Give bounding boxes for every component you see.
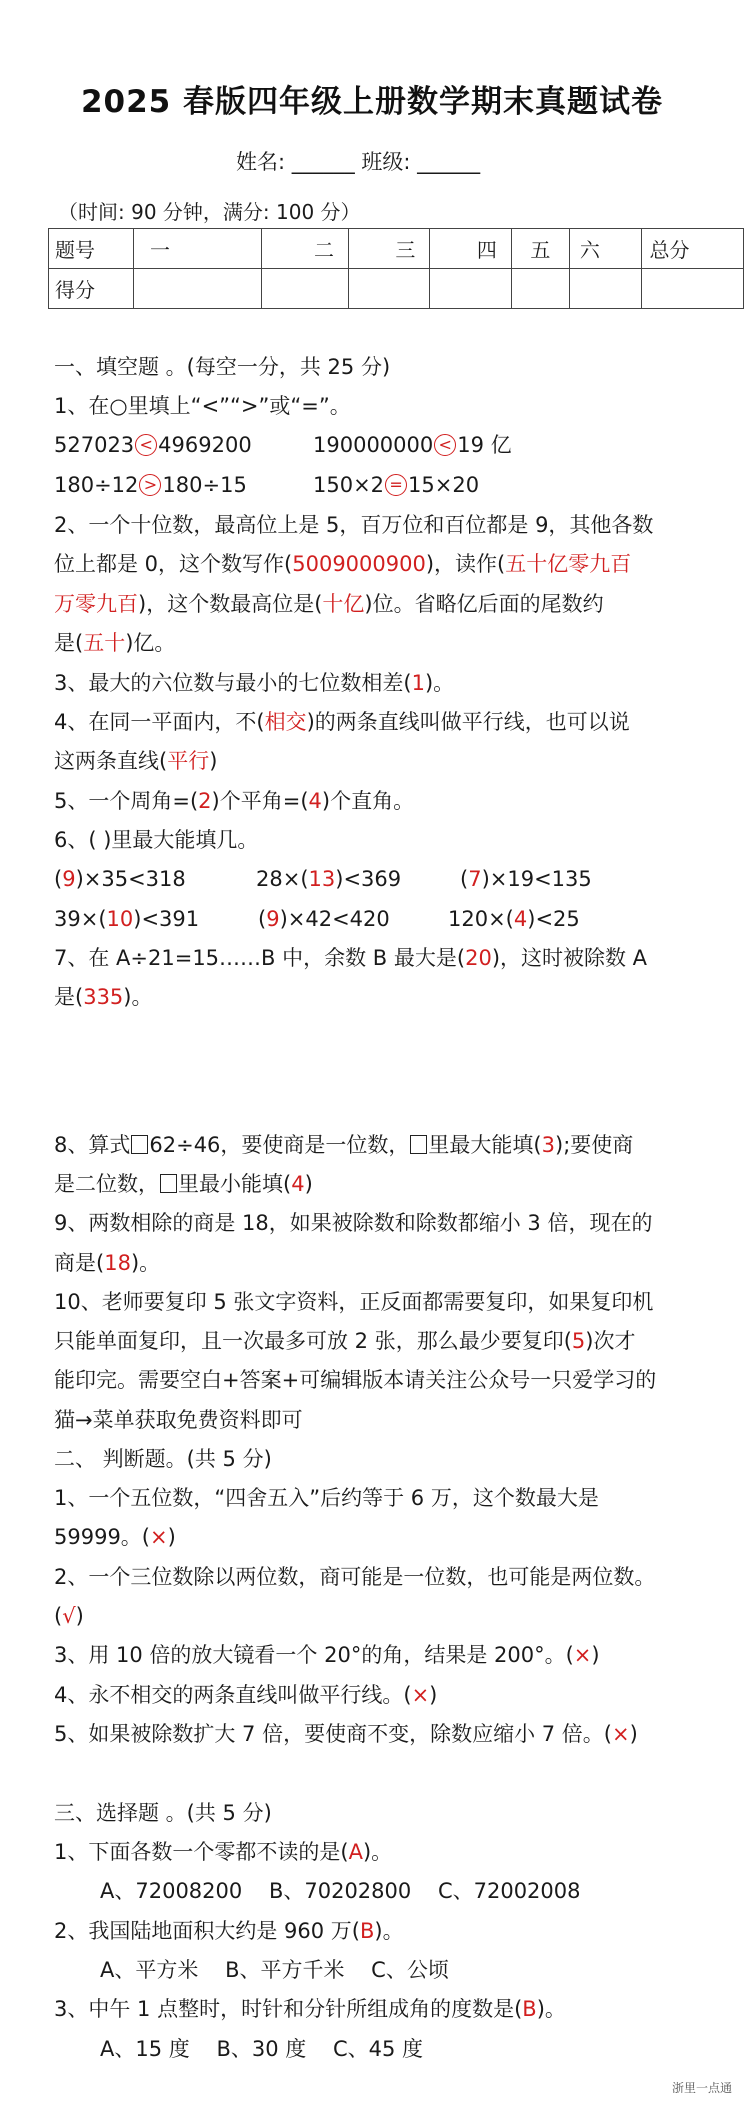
score-cell: 二	[261, 229, 348, 269]
q1-row2b	[313, 470, 479, 500]
q1d-answer: =	[385, 474, 407, 496]
q6-text: 6、( )里最大能填几。	[54, 828, 259, 852]
q4-text: )	[209, 749, 218, 773]
q1-row1	[54, 430, 252, 460]
q4-line2	[54, 746, 217, 776]
q6-item	[460, 864, 592, 894]
q8-text: 里最大能填(	[428, 1133, 542, 1157]
q2-line2	[54, 549, 631, 579]
q2-text: )位。省略亿后面的尾数约	[364, 592, 604, 616]
q3-answer: 1	[411, 671, 425, 695]
q6-text: 28×(	[256, 867, 309, 891]
s3-q1-line	[54, 1837, 392, 1867]
q8-text: );要使商	[555, 1133, 634, 1157]
score-input-cell[interactable]	[348, 269, 429, 309]
score-cell: 四	[430, 229, 511, 269]
s3-q3-options: A、15 度 B、30 度 C、45 度	[100, 2037, 424, 2061]
q6-text: )<25	[527, 907, 580, 931]
score-cell: 题号	[49, 229, 134, 269]
q5-answer-2: 4	[308, 789, 322, 813]
s2-q4-text: 4、永不相交的两条直线叫做平行线。(	[54, 1683, 412, 1707]
section3-heading: 三、选择题 。(共 5 分)	[54, 1801, 272, 1825]
blank-square-icon	[160, 1174, 177, 1193]
q5-text: )个平角=(	[211, 789, 309, 813]
time-score-line: （时间: 90 分钟，满分: 100 分）	[58, 200, 361, 224]
q7-line1	[54, 943, 647, 973]
q4-text: 4、在同一平面内，不(	[54, 710, 265, 734]
q5-text: 5、一个周角=(	[54, 789, 199, 813]
q10-text: 只能单面复印，且一次最多可放 2 张，那么最少要复印(	[54, 1329, 572, 1353]
q6-text: )×19<135	[481, 867, 592, 891]
q6-text: )×42<420	[279, 907, 390, 931]
q6-text: 120×(	[448, 907, 514, 931]
q8-line2	[54, 1169, 313, 1199]
q1b-right: 19 亿	[457, 433, 512, 457]
score-input-cell[interactable]	[261, 269, 348, 309]
s3-q2-line	[54, 1916, 404, 1946]
q6-text: (	[258, 907, 267, 931]
q2-line3	[54, 589, 604, 619]
score-cell: 三	[348, 229, 429, 269]
q6-item	[448, 904, 580, 934]
q6-text: )<391	[133, 907, 200, 931]
q10-line2	[54, 1326, 635, 1356]
q8-text: 62÷46，要使商是一位数，	[149, 1133, 410, 1157]
s2-q4-answer: ×	[411, 1683, 430, 1707]
s3-q3-text: )。	[536, 1997, 566, 2021]
q1d-right: 15×20	[408, 473, 480, 497]
s3-q2-options: A、平方米 B、平方千米 C、公顷	[100, 1958, 449, 1982]
q7-line2	[54, 982, 153, 1012]
name-class-line: 姓名: ______ 班级: ______	[236, 150, 481, 174]
s2-q4-text: )	[429, 1683, 438, 1707]
score-table-score-row	[49, 269, 744, 309]
s3-q1-text: )。	[362, 1840, 393, 1864]
score-input-cell[interactable]	[511, 269, 569, 309]
q4-text: 这两条直线(	[54, 749, 168, 773]
s3-q2-text: 2、我国陆地面积大约是 960 万(	[54, 1919, 360, 1943]
section1-heading: 一、填空题 。(每空一分，共 25 分)	[54, 355, 391, 379]
q9-line1: 9、两数相除的商是 18，如果被除数和除数都缩小 3 倍，现在的	[54, 1211, 653, 1235]
q6-answer: 7	[468, 867, 482, 891]
score-table-header-row	[49, 229, 744, 269]
q2-text: 是(	[54, 631, 84, 655]
s2-q3-text: )	[591, 1643, 600, 1667]
q8-text: 里最小能填(	[178, 1172, 292, 1196]
q1-row2	[54, 470, 247, 500]
s3-q1-text: 1、下面各数一个零都不读的是(	[54, 1840, 349, 1864]
s3-q3-answer: B	[522, 1997, 537, 2021]
s2-q1-answer: ×	[150, 1525, 168, 1549]
q1b-answer: <	[434, 434, 456, 456]
score-cell: 总分	[641, 229, 743, 269]
q6-text: (	[460, 867, 469, 891]
q6-answer: 9	[266, 907, 280, 931]
s3-q2-answer: B	[360, 1919, 375, 1943]
s2-q5-line	[54, 1719, 638, 1749]
s2-q3-line	[54, 1640, 600, 1670]
s2-q1-line2	[54, 1522, 176, 1552]
q2-text: 位上都是 0，这个数写作(	[54, 552, 293, 576]
score-cell: 一	[134, 229, 262, 269]
s2-q5-text: )	[629, 1722, 638, 1746]
q2-answer-3: 十亿	[322, 592, 365, 616]
q6-item	[258, 904, 390, 934]
q10-line1: 10、老师要复印 5 张文字资料，正反面都需要复印，如果复印机	[54, 1290, 654, 1314]
page-title: 2025 春版四年级上册数学期末真题试卷	[80, 84, 664, 120]
q6-item	[54, 864, 186, 894]
q6-text: )<369	[335, 867, 402, 891]
score-table	[48, 228, 744, 309]
q7-text: 是(	[54, 985, 84, 1009]
q10-line3: 能印完。需要空白+答案+可编辑版本请关注公众号一只爱学习的	[54, 1368, 657, 1392]
q4-answer-2: 平行	[167, 749, 210, 773]
q1-row1b	[313, 430, 512, 460]
q1-text: 1、在○里填上“<”“>”或“=”。	[54, 394, 351, 418]
score-cell: 六	[569, 229, 641, 269]
s2-q1-text: )	[167, 1525, 176, 1549]
s3-q3-line	[54, 1994, 566, 2024]
s2-q1-line1: 1、一个五位数，“四舍五入”后约等于 6 万，这个数最大是	[54, 1486, 599, 1510]
s2-q2-text: )	[75, 1604, 84, 1628]
s2-q3-text: 3、用 10 倍的放大镜看一个 20°的角，结果是 200°。(	[54, 1643, 574, 1667]
q2-text: )亿。	[125, 631, 176, 655]
s2-q5-answer: ×	[611, 1722, 630, 1746]
q2-text: )，这个数最高位是(	[138, 592, 323, 616]
q4-text: )的两条直线叫做平行线，也可以说	[306, 710, 630, 734]
q2-answer-2b: 万零九百	[54, 592, 138, 616]
q6-answer: 13	[308, 867, 336, 891]
q8-text: 8、算式	[54, 1133, 131, 1157]
q3-line	[54, 668, 454, 698]
q1a-right: 4969200	[158, 433, 252, 457]
score-cell: 五	[511, 229, 569, 269]
q7-answer-2: 335	[83, 985, 124, 1009]
s3-q3-text: 3、中午 1 点整时，时针和分针所组成角的度数是(	[54, 1997, 523, 2021]
q1a-answer: <	[135, 434, 157, 456]
q1c-answer: >	[139, 474, 161, 496]
q3-text: 3、最大的六位数与最小的七位数相差(	[54, 671, 412, 695]
score-input-cell[interactable]	[641, 269, 743, 309]
score-input-cell[interactable]	[569, 269, 641, 309]
s2-q2-line1: 2、一个三位数除以两位数，商可能是一位数，也可能是两位数。	[54, 1565, 656, 1589]
score-row-label: 得分	[49, 269, 134, 309]
q6-text: (	[54, 867, 63, 891]
q6-answer: 4	[513, 907, 528, 931]
q4-answer-1: 相交	[264, 710, 307, 734]
q5-line	[54, 786, 414, 816]
s2-q2-answer: √	[62, 1604, 76, 1628]
q2-line1: 2、一个十位数，最高位上是 5，百万位和百位都是 9，其他各数	[54, 513, 654, 537]
score-input-cell[interactable]	[430, 269, 511, 309]
q4-line1	[54, 707, 630, 737]
q2-answer-2a: 五十亿零九百	[505, 552, 632, 576]
q1d-left: 150×2	[313, 473, 385, 497]
q1c-left: 180÷12	[54, 473, 139, 497]
q7-text: )。	[123, 985, 153, 1009]
q8-answer-1: 3	[541, 1133, 555, 1157]
q6-answer: 10	[106, 907, 134, 931]
s2-q3-answer: ×	[573, 1643, 592, 1667]
q10-text: )次才	[585, 1329, 636, 1353]
q6-answer: 9	[62, 867, 76, 891]
q5-text: )个直角。	[321, 789, 415, 813]
q8-line1	[54, 1130, 633, 1160]
score-input-cell[interactable]	[134, 269, 262, 309]
s2-q2-line2	[54, 1601, 84, 1631]
q6-item	[256, 864, 401, 894]
q10-answer: 5	[571, 1329, 586, 1353]
q6-text: 39×(	[54, 907, 107, 931]
q1c-right: 180÷15	[162, 473, 247, 497]
s2-q5-text: 5、如果被除数扩大 7 倍，要使商不变，除数应缩小 7 倍。(	[54, 1722, 612, 1746]
s2-q1-text: 59999。(	[54, 1525, 150, 1549]
q8-text: 是二位数，	[54, 1172, 159, 1196]
q2-answer-4: 五十	[83, 631, 126, 655]
q6-item	[54, 904, 199, 934]
s3-q1-answer: A	[348, 1840, 363, 1864]
q1b-left: 190000000	[313, 433, 434, 457]
q9-text: )。	[130, 1251, 161, 1275]
section2-heading: 二、 判断题。(共 5 分)	[54, 1447, 272, 1471]
q8-text: )	[304, 1172, 313, 1196]
q7-answer-1: 20	[465, 946, 492, 970]
blank-square-icon	[131, 1135, 148, 1154]
q6-text: )×35<318	[75, 867, 186, 891]
s2-q4-line	[54, 1680, 437, 1710]
s2-q2-text: (	[54, 1604, 63, 1628]
q2-line4	[54, 628, 175, 658]
q8-answer-2: 4	[291, 1172, 305, 1196]
q5-answer-1: 2	[198, 789, 212, 813]
q9-line2	[54, 1248, 160, 1278]
q10-line4: 猫→菜单获取免费资料即可	[54, 1408, 303, 1432]
s3-q1-options: A、72008200 B、70202800 C、72002008	[100, 1879, 581, 1903]
q7-text: )，这时被除数 A	[491, 946, 648, 970]
q2-text: )，读作(	[425, 552, 506, 576]
q9-answer: 18	[104, 1251, 131, 1275]
s3-q2-text: )。	[374, 1919, 404, 1943]
q2-answer-1: 5009000900	[292, 552, 426, 576]
q9-text: 商是(	[54, 1251, 105, 1275]
q7-text: 7、在 A÷21=15……B 中，余数 B 最大是(	[54, 946, 466, 970]
watermark: 浙里一点通	[671, 2081, 732, 2095]
q1a-left: 527023	[54, 433, 135, 457]
blank-square-icon	[410, 1135, 427, 1154]
q3-text: )。	[424, 671, 455, 695]
